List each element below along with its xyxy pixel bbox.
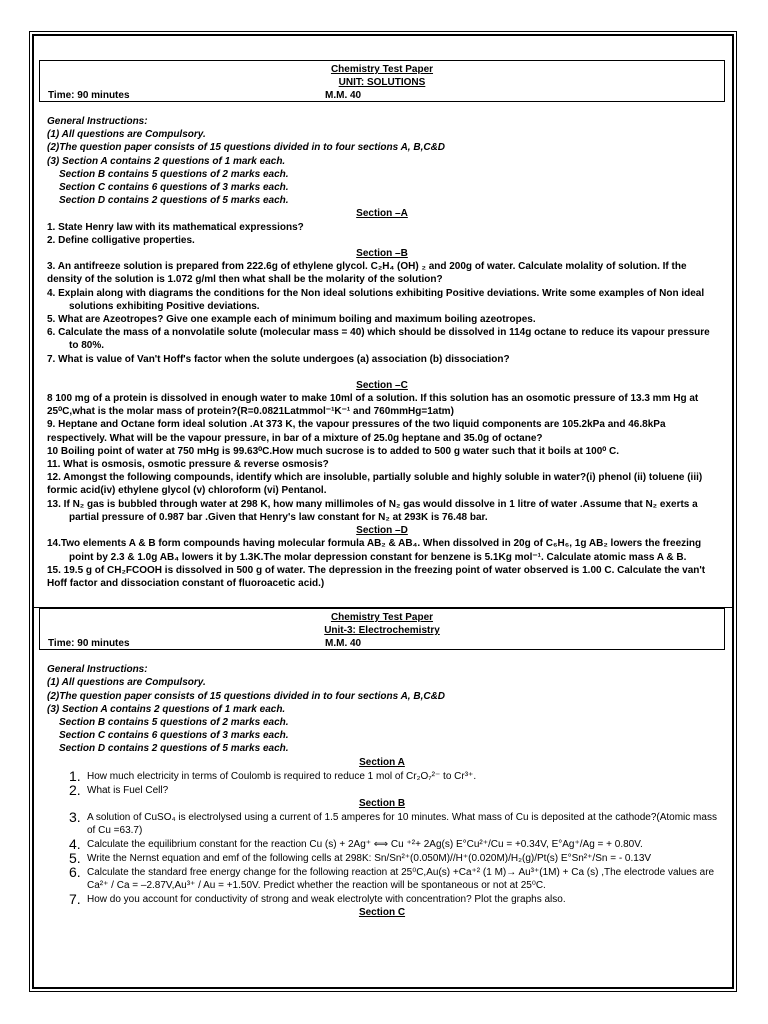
paper-content [47,60,717,919]
section-heading: Section B [358,797,406,809]
question: Calculate the equilibrium constant for the reaction Cu (s) + 2Ag⁺ ⟺ Cu ⁺²+ 2Ag(s) E°Cu²⁺/Cu = +0.34V, E°Ag⁺/Ag = + 0.80V. [87,838,643,850]
question: 7. What is value of Van't Hoff's factor when the solute undergoes (a) association (b) dissociation? [47,353,510,365]
section-heading: Section C [358,906,406,918]
question: 1. State Henry law with its mathematical expressions? [47,221,304,233]
question-row [47,851,717,865]
instruction-line: Section B contains 5 questions of 2 marks each. [59,168,289,180]
section-heading: Section –A [356,208,408,220]
question: 10 Boiling point of water at 750 mHg is 99.63⁰C.How much sucrose is to added to 500 g water such that it boils at 100⁰ C. [47,445,620,457]
section-heading: Section –C [356,379,408,391]
instruction-line: (3) Section A contains 2 questions of 1 mark each. [47,703,286,715]
section-heading: Section –B [356,248,408,260]
paper2-marks: M.M. 40 [325,638,362,650]
question-row [47,783,717,797]
question: How do you account for conductivity of strong and weak electrolyte with concentration? Plot the graphs also. [87,893,566,905]
question-row [47,810,717,837]
instruction-line: Section C contains 6 questions of 3 marks each. [59,730,289,742]
question: 15. 19.5 g of CH₂FCOOH is dissolved in 500 g of water. The depression in the freezing point of water observed is 1.00 C. Calculate the van't Hoff factor and dissociation constant of fluoroacetic acid.) [47,564,706,589]
question-row [47,865,717,892]
question-number: 1. [69,767,81,784]
question: Calculate the standard free energy change for the following reaction at 25⁰C,Au(s) +Ca⁺² (1 M)→ Au³⁺(1M) + Ca (s) ,The electrode values are Ca²⁺ / Ca = –2.87V,Au³⁺ / Au = +1.50V. Predict whether the reaction will be spontaneous or not at 25⁰C. [87,866,715,891]
question-row [47,769,717,783]
question: What is Fuel Cell? [87,784,169,796]
paper2-unit: Unit-3: Electrochemistry [324,625,440,637]
question: 5. What are Azeotropes? Give one example each of minimum boiling and maximum boiling azeotropes. [47,314,536,326]
instruction-line: Section D contains 2 questions of 5 marks each. [59,743,289,755]
question-number: 2. [69,781,81,798]
instruction-line: (2)The question paper consists of 15 questions divided in to four sections A, B,C&D [47,142,446,154]
question: 3. An antifreeze solution is prepared from 222.6g of ethylene glycol. C₂H₄ (OH) ₂ and 200g of water. Calculate molality of solution. If the density of the solution is 1.072 g/ml then what shall be the molarity of the solution? [47,261,687,286]
paper1-marks: M.M. 40 [325,90,362,101]
paper1-time: Time: 90 minutes [48,90,130,101]
instruction-line: (1) All questions are Compulsory. [47,677,206,689]
question: Write the Nernst equation and emf of the following cells at 298K: Sn/Sn²⁺(0.050M)//H⁺(0.020M)/H₂(g)/Pt(s) E°Sn²⁺/Sn = - 0.13V [87,852,652,864]
paper2-time: Time: 90 minutes [48,638,130,650]
instruction-line: Section B contains 5 questions of 2 marks each. [59,716,289,728]
question: 4. Explain along with diagrams the conditions for the Non ideal solutions exhibiting Positive deviations. Write some examples of Non ideal solutions exhibiting Positive deviations. [47,287,705,312]
instructions-heading: General Instructions: [47,116,148,127]
question: 11. What is osmosis, osmotic pressure & reverse osmosis? [47,459,329,471]
question-number: 6. [69,863,81,880]
instruction-line: (2)The question paper consists of 15 questions divided in to four sections A, B,C&D [47,690,446,702]
question-number: 5. [69,849,81,866]
paper2-header [39,608,725,650]
question: How much electricity in terms of Coulomb is required to reduce 1 mol of Cr₂O₇²⁻ to Cr³⁺. [87,770,477,782]
paper1-title: Chemistry Test Paper [330,64,434,75]
question: 2. Define colligative properties. [47,234,195,246]
paper2-title: Chemistry Test Paper [330,612,434,624]
paper1-unit: UNIT: SOLUTIONS [338,77,426,88]
question: A solution of CuSO₄ is electrolysed using a current of 1.5 amperes for 10 minutes. What mass of Cu is deposited at the cathode?(Atomic mass of Cu =63.7) [87,811,717,836]
instruction-line: Section C contains 6 questions of 3 marks each. [59,182,289,194]
question: 6. Calculate the mass of a nonvolatile solute (molecular mass = 40) which should be dissolved in 114g octane to reduce its vapour pressure to 80%. [47,327,710,352]
question: 9. Heptane and Octane form ideal solution .At 373 K, the vapour pressures of the two liquid components are 105.2kPa and 46.8kPa respectively. What will be the vapour pressure, in bar of a mixture of 25.0g heptane and 35.0g of octane? [47,419,666,444]
paper1-header [39,60,725,102]
section-heading: Section A [359,756,405,768]
instruction-line: (3) Section A contains 2 questions of 1 mark each. [47,155,286,167]
question-row [47,837,717,851]
question-number: 3. [69,808,81,825]
question-row [47,892,717,906]
question-number: 7. [69,890,81,907]
question-number: 4. [69,835,81,852]
question: 13. If N₂ gas is bubbled through water at 298 K, how many millimoles of N₂ gas would dissolve in 1 litre of water .Assume that N₂ exerts a partial pressure of 0.987 bar .Given that Henry's law constant for N₂ at 293K is 76.48 bar. [47,498,698,523]
question: 8 100 mg of a protein is dissolved in enough water to make 10ml of a solution. If this solution has an osomotic pressure of 13.3 mm Hg at 25⁰C,what is the molar mass of protein?(R=0.0821Latmmol⁻¹K⁻¹ and 760mmHg=1atm) [47,393,699,418]
instructions-heading: General Instructions: [47,664,148,676]
instruction-line: (1) All questions are Compulsory. [47,129,206,141]
section-heading: Section –D [356,525,408,537]
instruction-line: Section D contains 2 questions of 5 marks each. [59,195,289,207]
question: 14.Two elements A & B form compounds having molecular formula AB₂ & AB₄. When dissolved in 20g of C₆H₆, 1g AB₂ lowers the freezing point by 2.3 & 1.0g AB₄ lowers it by 1.3K.The molar depression constant for benzene is 5.1Kg mol⁻¹. Calculate atomic mass A & B. [47,538,702,563]
question: 12. Amongst the following compounds, identify which are insoluble, partially soluble and highly soluble in water?(i) phenol (ii) toluene (iii) formic acid(iv) ethylene glycol (v) chloroform (vi) Pentanol. [47,472,703,497]
